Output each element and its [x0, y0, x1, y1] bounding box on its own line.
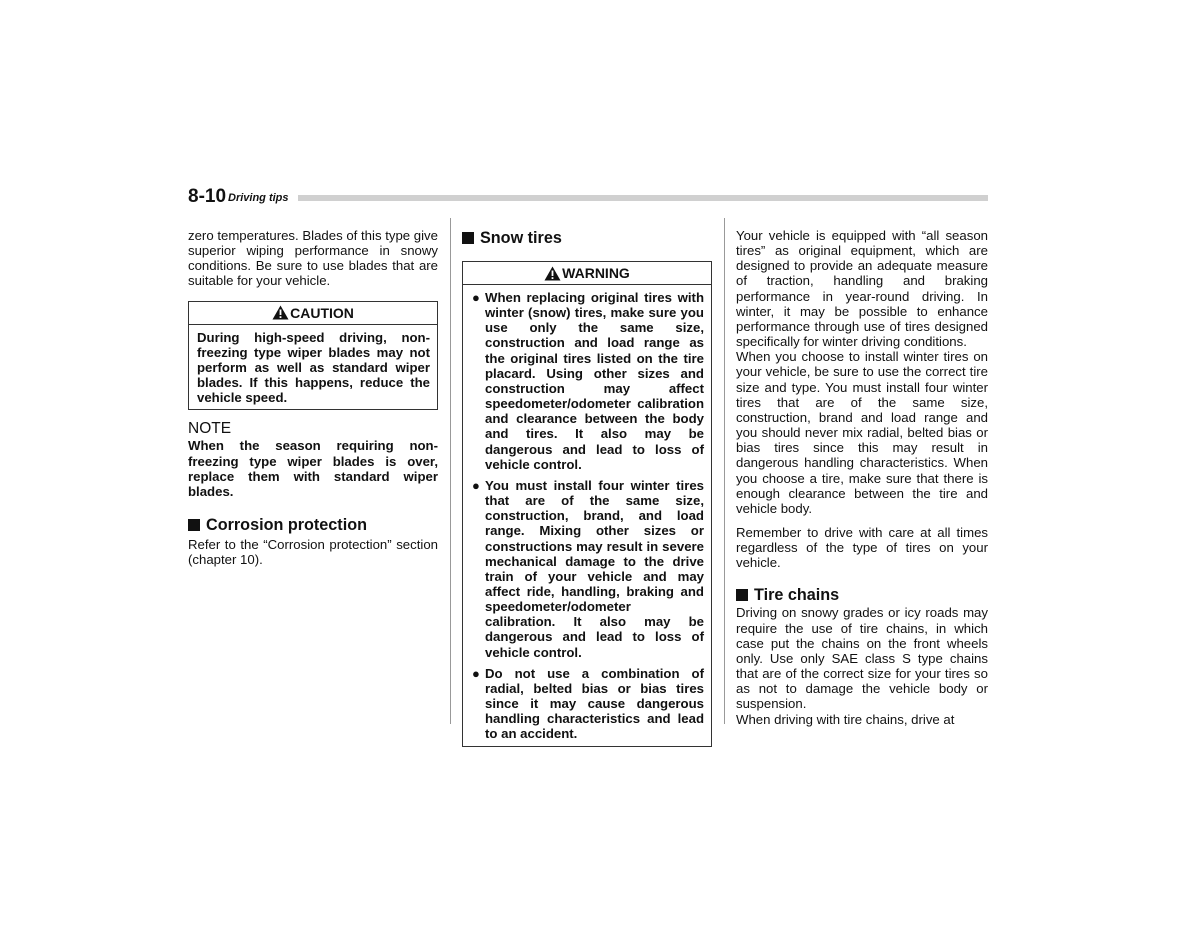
snow-tires-heading-text: Snow tires — [480, 229, 562, 247]
warning-body — [462, 285, 712, 747]
warning-text: Do not use a combination of radial, belted bias or bias tires since it may cause dangerous handling characteristics and lead to an accident. — [485, 665, 704, 742]
intro-paragraph: zero temperatures. Blades of this type give superior wiping performance in snowy conditions. Be sure to use blades that are suitable for your vehicle. — [188, 228, 438, 289]
corrosion-text: Refer to the “Corrosion protection” section (chapter 10). — [188, 537, 438, 568]
column-right — [736, 228, 988, 727]
note-label: NOTE — [188, 420, 232, 438]
warning-text: You must install four winter tires that are of the same size, construction, brand, and load range. Mixing other sizes or constructions may result in severe mechanical damage to the drive train of your vehicle and may affect ride, handling, braking and speedometer/odometer calibration. It also may be dangerous and lead to loss of vehicle control. — [485, 477, 704, 660]
column-left — [188, 228, 438, 567]
caution-box — [188, 301, 438, 411]
paragraph: Driving on snowy grades or icy roads may require the use of tire chains, in which case put the chains on the front wheels only. Use only SAE class S type chains that are of the correct size for your tires so as not to damage the vehicle body or suspension. — [736, 605, 988, 712]
heading-square-icon — [736, 589, 748, 601]
heading-square-icon — [188, 519, 200, 531]
paragraph: When you choose to install winter tires on your vehicle, be sure to use the correct tire size and type. You must install four winter tires that are of the same size, construction, brand and load range and you should never mix radial, belted bias or bias tires since this may result in dangerous handling characteristics. When you choose a tire, make sure that there is enough clearance between the tire and vehicle body. — [736, 349, 988, 516]
caution-body — [188, 325, 438, 411]
caution-label: CAUTION — [290, 304, 354, 321]
bullet-dot-icon: ● — [472, 665, 480, 681]
warning-triangle-icon — [544, 266, 561, 281]
page-header — [188, 186, 988, 208]
snow-tires-heading — [462, 228, 712, 248]
warning-bullet — [471, 666, 704, 742]
warning-text: When replacing original tires with winter (snow) tires, make sure you use only the same size, construction and load range as the original tires listed on the tire placard. Using other sizes and construction may affect speedometer/odometer calibration and clearance between the body and tires. It also may be dangerous and lead to loss of vehicle control. — [485, 290, 704, 472]
warning-triangle-icon — [272, 305, 289, 320]
paragraph: Your vehicle is equipped with “all season tires” as original equipment, which are designed to provide an adequate measure of traction, handling and braking performance in year-round driving. In winter, it may be possible to enhance performance through use of tires designed specifically for winter driving conditions. — [736, 228, 988, 350]
caution-header — [188, 301, 438, 325]
warning-bullet — [471, 290, 704, 472]
page-number: 8-10 — [188, 186, 227, 207]
warning-header — [462, 261, 712, 285]
caution-text: During high-speed driving, non-freezing type wiper blades may not perform as well as standard wiper blades. If this happens, reduce the vehicle speed. — [197, 329, 430, 406]
tire-chains-heading — [736, 585, 988, 605]
warning-bullet — [471, 478, 704, 660]
bullet-dot-icon: ● — [472, 290, 480, 305]
corrosion-heading-text: Corrosion protection — [206, 516, 367, 535]
warning-box — [462, 261, 712, 747]
corrosion-heading — [188, 515, 438, 535]
heading-square-icon — [462, 232, 474, 244]
paragraph: Remember to drive with care at all times regardless of the type of tires on your vehicle. — [736, 524, 988, 571]
column-divider — [450, 218, 451, 724]
tire-chains-heading-text: Tire chains — [754, 586, 840, 605]
column-middle — [462, 228, 712, 747]
note-text: When the season requiring non-freezing type wiper blades is over, replace them with standard wiper blades. — [188, 438, 438, 499]
warning-label: WARNING — [562, 265, 630, 281]
section-title: Driving tips — [228, 192, 289, 204]
column-divider — [724, 218, 725, 724]
header-rule — [298, 195, 988, 201]
paragraph: When driving with tire chains, drive at — [736, 711, 955, 727]
bullet-dot-icon: ● — [472, 477, 480, 493]
